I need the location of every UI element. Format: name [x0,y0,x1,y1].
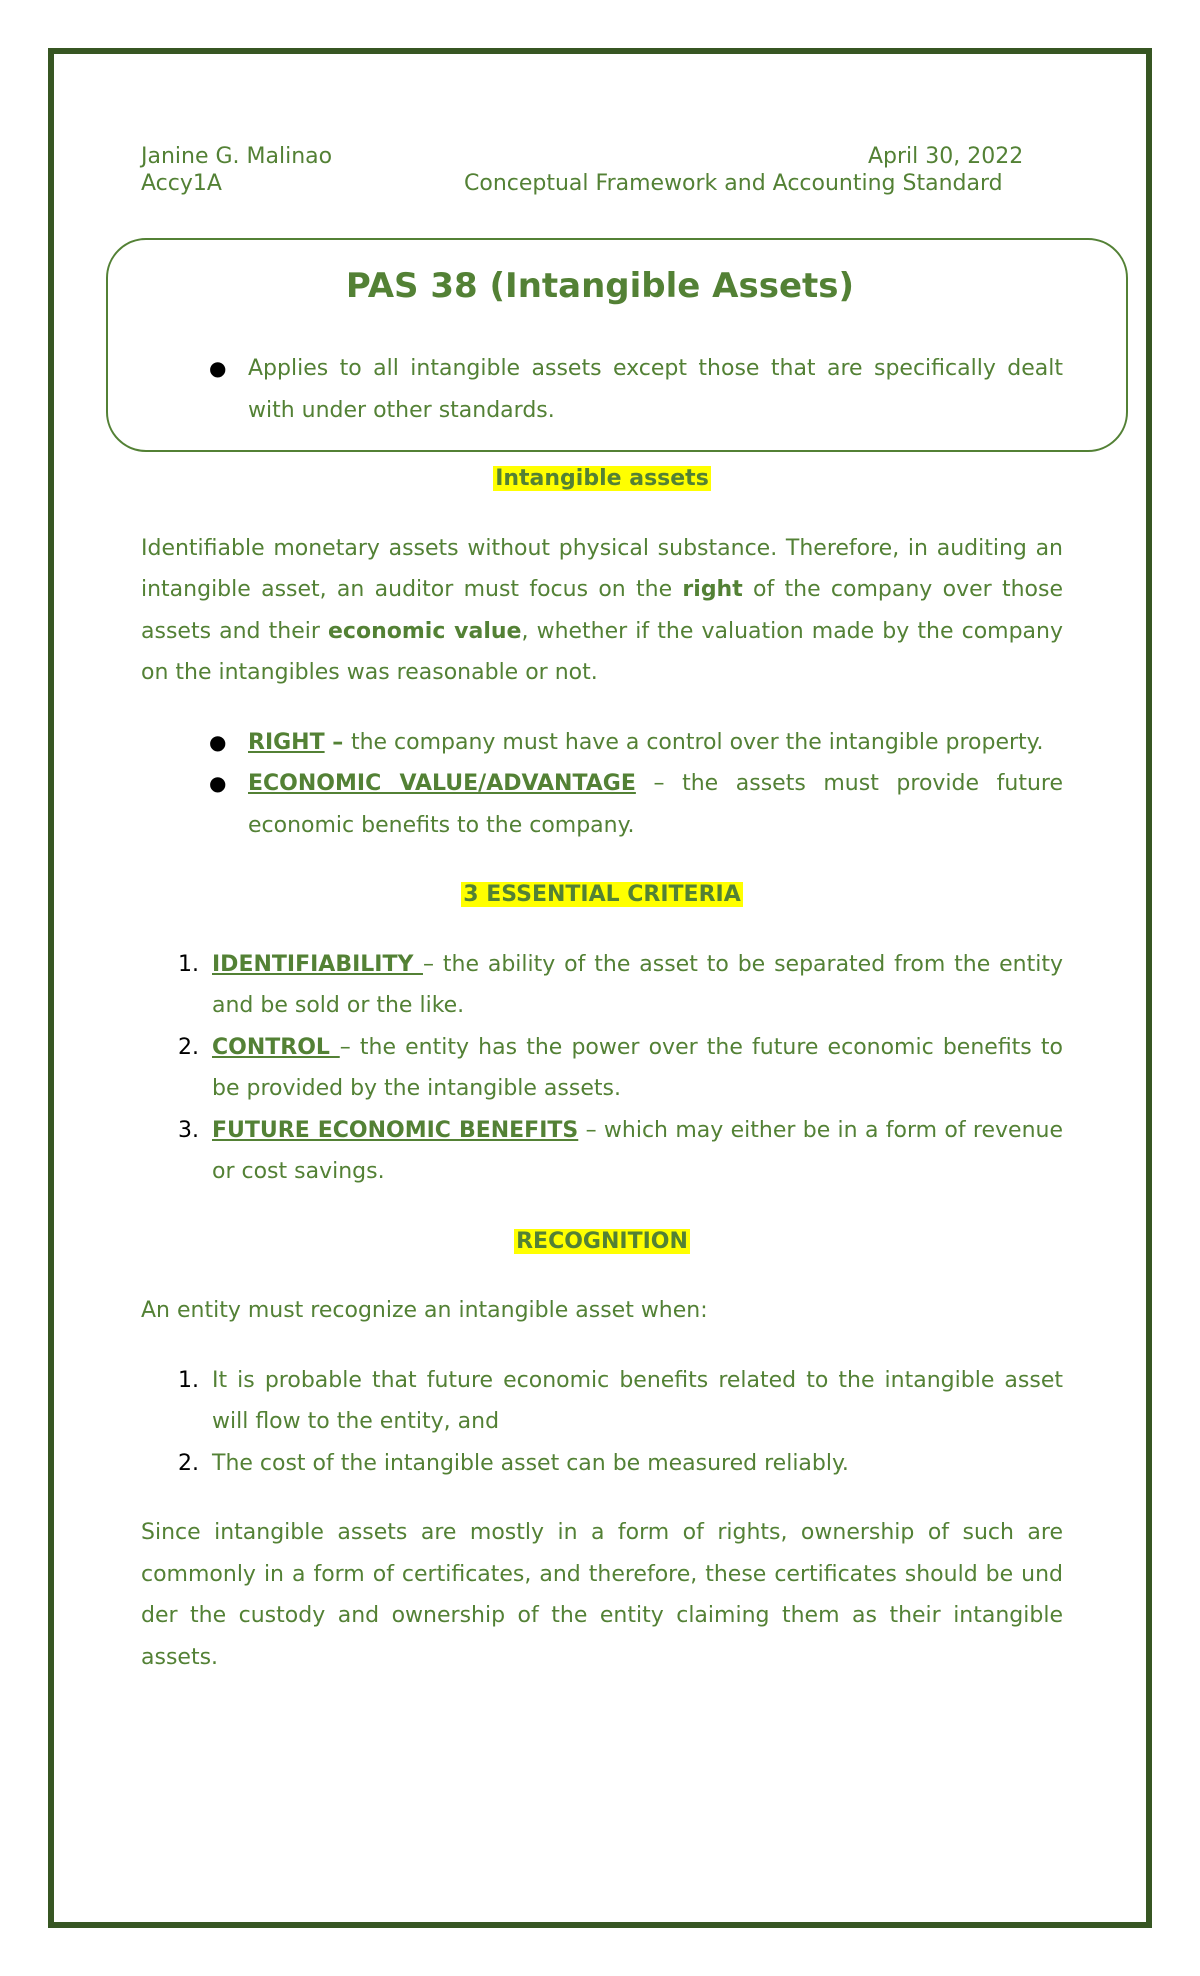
recognition-list [141,1360,1063,1485]
item-text: It is probable that future economic benefits related to the intangible asset will flow to the entity, and [212,1367,1063,1434]
title-box-bullet-list [141,348,1063,431]
paragraph-text: Identifiable monetary assets without physical substance. Therefore, in auditing an intangible asset, an auditor must focus on the [141,535,1063,602]
term-label: ECONOMIC VALUE/ADVANTAGE [248,771,636,796]
term-label: CONTROL [212,1034,340,1060]
course-code: Accy1A [141,171,222,196]
bullet-icon: ● [209,356,227,380]
heading-text: Intangible assets [495,466,709,491]
title-box-bullet-text: Applies to all intangible assets except those that are specifically dealt with under other standards. [248,356,1063,423]
list-number: 2. [178,1034,199,1060]
list-item [141,944,1063,1027]
bold-term: economic value [328,618,522,644]
list-item [141,763,1063,846]
heading-text: RECOGNITION [516,1228,688,1254]
paragraph-text: , whether if the valuation made by the company on the intangibles was reasonable or not. [141,618,1063,685]
item-text: – the entity has the power over the future economic benefits to be provided by the intangible assets. [212,1034,1063,1101]
bold-term: right [682,577,743,602]
separator: – [324,729,351,755]
list-number: 3. [178,1117,199,1143]
bullet-icon: ● [209,729,227,754]
list-number: 2. [178,1450,199,1476]
list-item [141,1027,1063,1110]
section-heading-criteria [141,874,1063,916]
subject-name: Conceptual Framework and Accounting Standard [464,171,1003,196]
separator: – [635,771,683,796]
section-heading-recognition [141,1221,1063,1263]
list-item [141,348,1063,431]
intangible-bullet-list [141,722,1063,847]
criteria-list [141,944,1063,1193]
closing-paragraph: Since intangible assets are mostly in a form of rights, ownership of such are commonly in a form of certificates, and therefore, these certificates should be und der the custody and ownership of the entity claiming them as their intangible assets. [141,1520,1063,1670]
item-text: The cost of the intangible asset can be measured reliably. [212,1450,849,1476]
list-number: 1. [178,1367,199,1393]
paragraph-text: of the company over those assets and their [141,577,1063,644]
item-text: – which may either be in a form of revenue or cost savings. [212,1117,1063,1184]
document-date: April 30, 2022 [868,144,1024,169]
list-item [141,1443,1063,1485]
list-item [141,722,1063,764]
recognition-intro: An entity must recognize an intangible asset when: [141,1298,708,1323]
term-label: FUTURE ECONOMIC BENEFITS [212,1117,579,1143]
term-label: RIGHT [248,729,325,755]
section-heading-intangible [141,458,1063,500]
heading-text: 3 ESSENTIAL CRITERIA [463,882,741,907]
item-text: – the ability of the asset to be separated from the entity and be sold or the like. [212,951,1064,1018]
page-title: PAS 38 (Intangible Assets) [345,266,855,306]
bullet-icon: ● [209,771,227,795]
item-text: the company must have a control over the intangible property. [350,729,1044,755]
main-content [141,458,1063,1678]
list-item [141,1360,1063,1443]
item-text: the assets must provide future economic benefits to the company. [248,771,1063,838]
list-number: 1. [178,951,199,977]
author-name: Janine G. Malinao [141,144,333,169]
term-label: IDENTIFIABILITY [212,951,423,977]
list-item [141,1110,1063,1193]
intangible-definition-paragraph [141,528,1063,694]
